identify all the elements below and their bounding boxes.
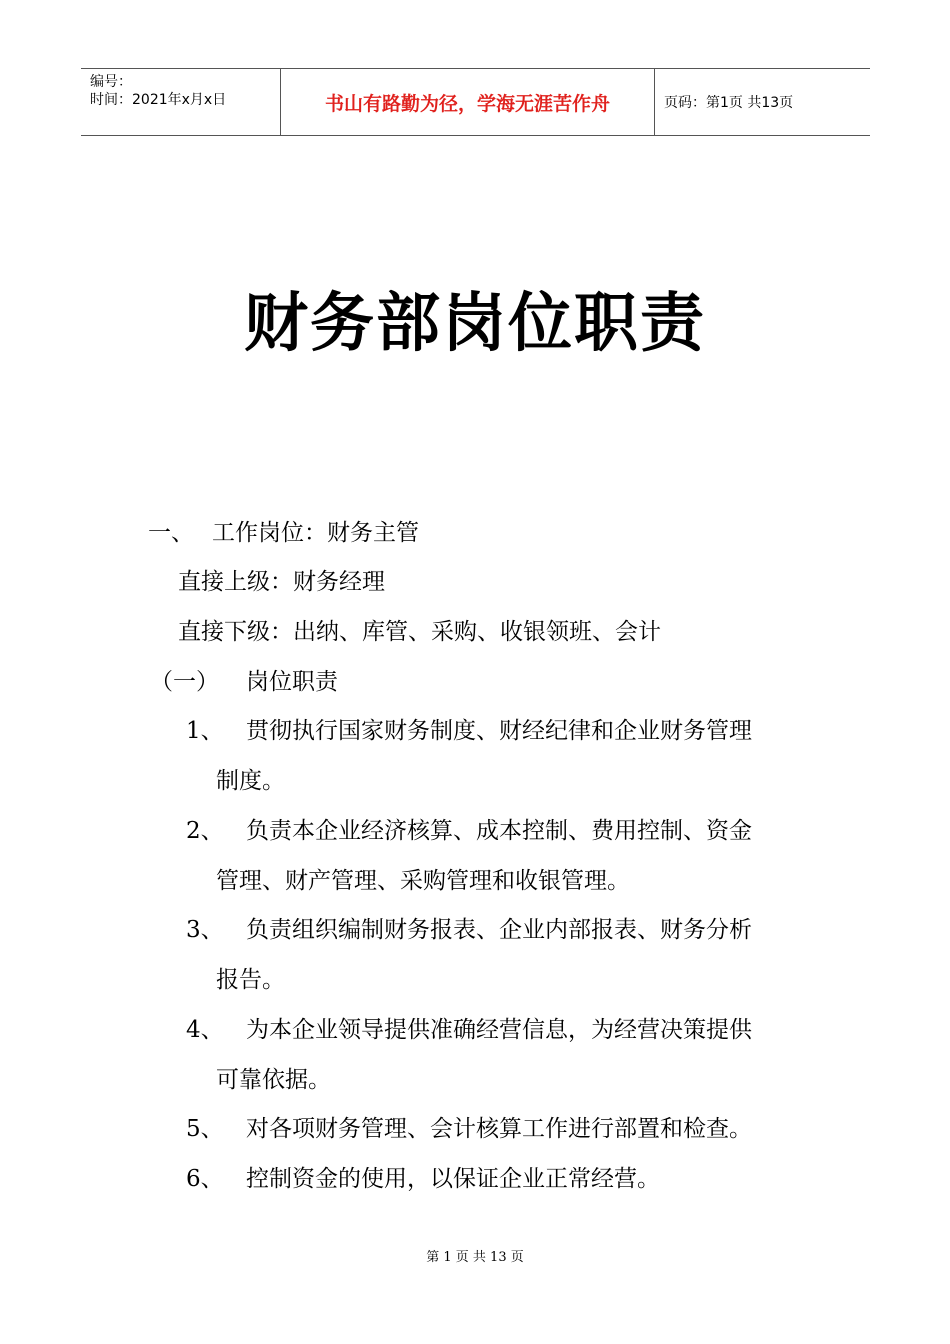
section-heading: 工作岗位：财务主管 bbox=[212, 520, 419, 546]
section-marker: 一、 bbox=[148, 520, 194, 546]
page-info-cell bbox=[655, 69, 870, 135]
duty-line: 负责组织编制财务报表、企业内部报表、财务分析 bbox=[246, 917, 752, 943]
duty-line: 可靠依据。 bbox=[216, 1067, 331, 1093]
duty-number: 6、 bbox=[186, 1166, 224, 1192]
duty-line: 报告。 bbox=[216, 967, 285, 993]
duty-line: 管理、财产管理、采购管理和收银管理。 bbox=[216, 868, 630, 894]
duty-line: 制度。 bbox=[216, 768, 285, 794]
page-footer: 第 1 页 共 13 页 bbox=[426, 1250, 524, 1265]
date-label: 时间：2021年x月x日 bbox=[90, 92, 227, 108]
header-meta-cell bbox=[81, 69, 281, 135]
motto-text: 书山有路勤为径，学海无涯苦作舟 bbox=[324, 92, 610, 115]
header-table bbox=[81, 68, 870, 136]
duty-line: 对各项财务管理、会计核算工作进行部置和检查。 bbox=[246, 1116, 752, 1142]
subsection-heading: 岗位职责 bbox=[246, 669, 338, 695]
number-label: 编号： bbox=[90, 74, 132, 90]
duty-line: 控制资金的使用，以保证企业正常经营。 bbox=[246, 1166, 660, 1192]
page-info-text: 页码：第1页 共13页 bbox=[664, 95, 794, 111]
duty-number: 1、 bbox=[186, 718, 224, 744]
subsection-marker: （一） bbox=[150, 669, 219, 695]
duty-number: 2、 bbox=[186, 818, 224, 844]
document-title: 财务部岗位职责 bbox=[244, 287, 706, 361]
duty-number: 4、 bbox=[186, 1017, 224, 1043]
duty-line: 负责本企业经济核算、成本控制、费用控制、资金 bbox=[246, 818, 752, 844]
duty-number: 5、 bbox=[186, 1116, 224, 1142]
direct-superior: 直接上级：财务经理 bbox=[178, 569, 385, 595]
duty-line: 为本企业领导提供准确经营信息，为经营决策提供 bbox=[246, 1017, 752, 1043]
motto-cell bbox=[281, 69, 655, 135]
duty-number: 3、 bbox=[186, 917, 224, 943]
direct-subordinates: 直接下级：出纳、库管、采购、收银领班、会计 bbox=[178, 619, 661, 645]
duty-line: 贯彻执行国家财务制度、财经纪律和企业财务管理 bbox=[246, 718, 752, 744]
